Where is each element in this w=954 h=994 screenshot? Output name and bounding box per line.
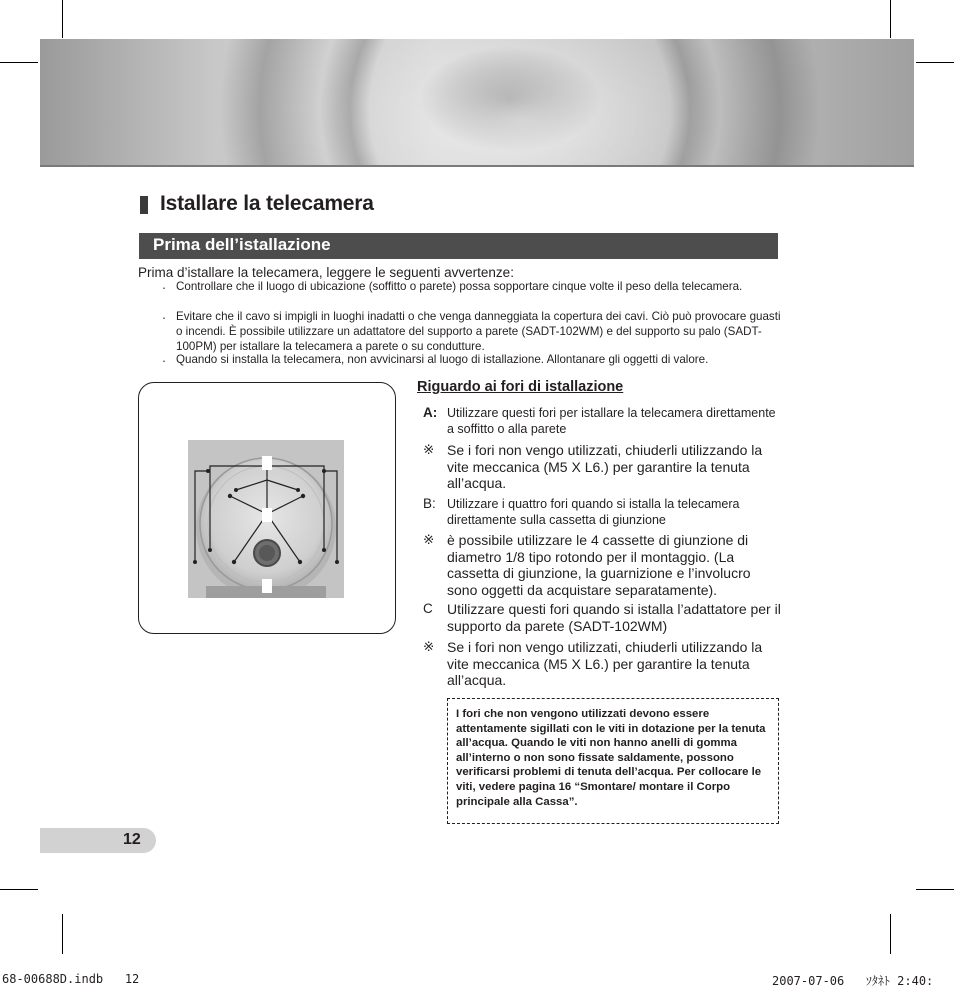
page-title: Istallare la telecamera [160,192,374,215]
header-banner-image [40,39,914,167]
mounting-holes-diagram [188,440,344,598]
footer-file-name: 68-00688D.indb 12 [2,972,140,986]
note-text: I fori che non vengono utilizzati devono essere attentamente sigillati con le viti in dotazione per la tenuta all’acqua. Quando le viti non hanno anelli di gomma all’interno o non sono fissate saldamente, possono verificarsi problemi di tenuta dell’acqua. Per collocare le viti, vedere pagina 16 “Smontare/ montare il Corpo principale alla Cassa”. [456,708,766,808]
item-label-note: ※ [423,532,435,547]
crop-mark [890,0,891,38]
item-text-a: Utilizzare questi fori per istallare la telecamera direttamente a soffitto o alla parete [447,406,776,436]
item-text-note: Se i fori non vengo utilizzati, chiuderli utilizzando la vite meccanica (M5 X L6.) per garantire la tenuta all’acqua. [447,442,763,491]
page-number: 12 [123,831,141,848]
title-marker [140,196,148,214]
bullet-text: Controllare che il luogo di ubicazione (soffitto o parete) possa sopportare cinque volte il peso della telecamera. [176,280,743,293]
crop-mark [890,914,891,954]
item-label-b: B: [423,496,436,511]
holes-heading: Riguardo ai fori di istallazione [417,379,624,395]
item-label-c: C [423,601,433,616]
crop-mark [62,914,63,954]
item-label-note: ※ [423,442,435,457]
item-text-c: Utilizzare questi fori quando si istalla l’adattatore per il supporto da parete (SADT-102WM) [447,601,781,634]
camera-base-photo [188,440,344,598]
bullet-mark: ・ [160,284,168,293]
crop-mark [916,889,954,890]
item-text-b: Utilizzare i quattro fori quando si istalla la telecamera direttamente sulla cassetta di giunzione [447,497,740,527]
crop-mark [0,889,38,890]
crop-mark [916,62,954,63]
item-label-note: ※ [423,639,435,654]
item-label-a: A: [423,405,438,420]
item-text-note: è possibile utilizzare le 4 cassette di giunzione di diametro 1/8 tipo rotondo per il montaggio. (La cassetta di giunzione, la guarnizione e l’involucro sono oggetti da acquistare separatamente). [447,532,751,598]
item-text-note: Se i fori non vengo utilizzati, chiuderli utilizzando la vite meccanica (M5 X L6.) per garantire la tenuta all’acqua. [447,639,763,688]
bullet-mark: ・ [160,357,168,366]
bullet-text: Quando si installa la telecamera, non avvicinarsi al luogo di istallazione. Allontanare gli oggetti di valore. [176,353,709,366]
crop-mark [0,62,38,63]
crop-mark [62,0,63,38]
bullet-mark: ・ [160,314,168,323]
section-title: Prima dell’istallazione [153,235,331,254]
intro-text: Prima d’istallare la telecamera, leggere le seguenti avvertenze: [138,265,514,280]
bullet-text: Evitare che il cavo si impigli in luoghi inadatti o che venga danneggiata la copertura dei cavi. Ciò può provocare guasti o incendi. È possibile utilizzare un adattatore del supporto a parete (SADT-102WM) e del supporto su palo (SADT-100PM) per istallare la telecamera a parete o su condutture. [176,310,781,353]
note-box [447,698,779,824]
footer-date-time: 2007-07-06 ｿﾀﾈﾄ 2:40: [772,974,934,988]
